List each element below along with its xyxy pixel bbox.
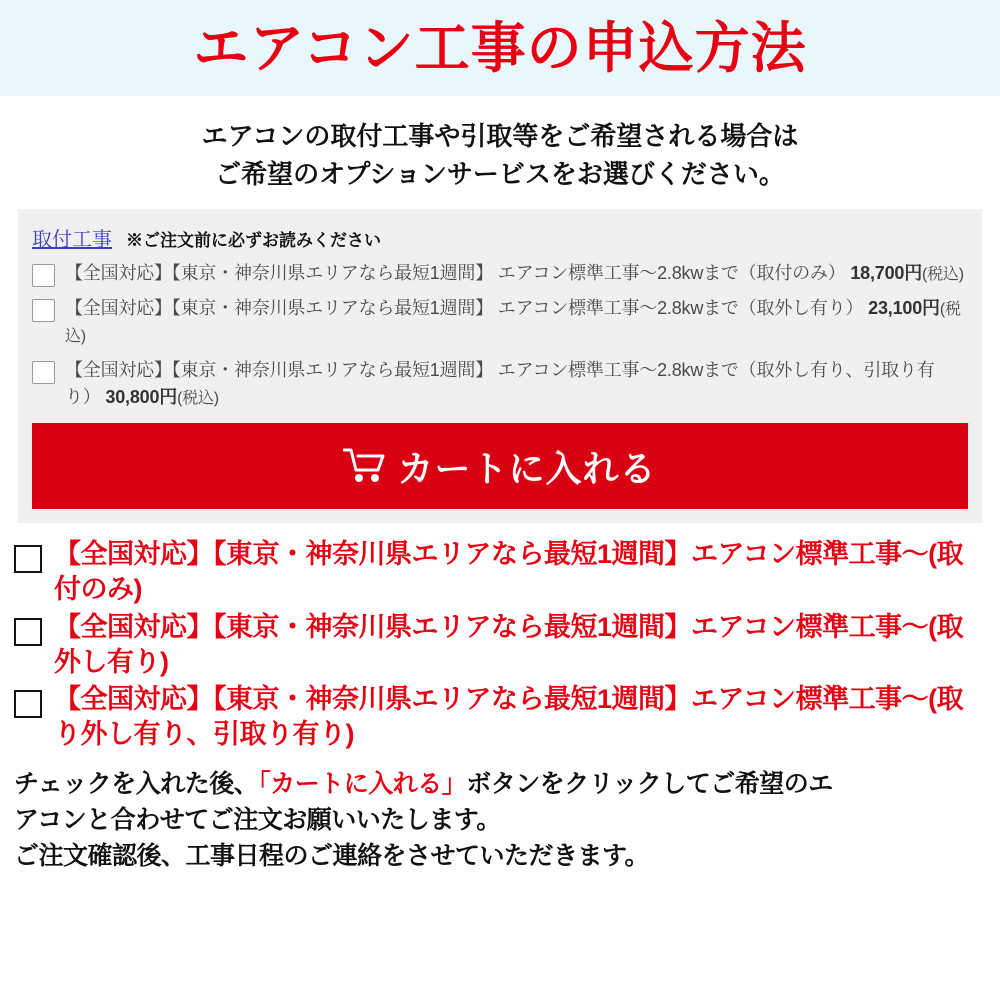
option-row[interactable] xyxy=(32,357,968,411)
shopping-cart-icon xyxy=(343,447,387,485)
option-checkbox[interactable] xyxy=(32,264,55,287)
page-title: エアコン工事の申込方法 xyxy=(193,16,807,79)
option-price: 23,100円 xyxy=(868,298,940,319)
option-text: 【全国対応】【東京・神奈川県エリアなら最短1週間】 エアコン標準工事～2.8kwまで（取外し有り） xyxy=(65,298,864,319)
option-label xyxy=(65,260,964,287)
red-checklist xyxy=(14,537,986,752)
panel-note: ※ご注文前に必ずお読みください xyxy=(126,231,381,251)
panel-bottom-spacer xyxy=(32,509,968,523)
footer-text-part2: ボタンをクリックしてご希望のエ xyxy=(466,769,833,798)
option-tax: (税込) xyxy=(177,390,219,408)
checklist-label: 【全国対応】【東京・神奈川県エリアなら最短1週間】エアコン標準工事～(取外し有り) xyxy=(54,611,964,677)
option-checkbox[interactable] xyxy=(32,361,55,384)
option-label xyxy=(65,295,968,349)
checklist-checkbox-icon[interactable] xyxy=(14,690,42,718)
footer-line-1 xyxy=(14,766,986,802)
footer-line-2: アコンと合わせてご注文お願いいたします。 xyxy=(14,806,501,835)
option-price: 30,800円 xyxy=(105,387,178,408)
option-tax: (税込) xyxy=(922,266,964,284)
lead-text xyxy=(0,118,1000,193)
footer-highlight: 「カートに入れる」 xyxy=(258,769,467,798)
footer-text-part1: チェックを入れた後、 xyxy=(14,769,259,798)
option-label xyxy=(65,357,968,411)
footer-note xyxy=(14,766,986,875)
lead-line-1: エアコンの取付工事や引取等をご希望される場合は xyxy=(201,121,799,151)
footer-line-3: ご注文確認後、工事日程のご連絡をさせていただきます。 xyxy=(14,842,650,871)
header-banner xyxy=(0,0,1000,96)
checklist-item[interactable] xyxy=(14,682,986,752)
checklist-item[interactable] xyxy=(14,610,986,680)
checklist-checkbox-icon[interactable] xyxy=(14,545,42,573)
panel-header xyxy=(32,223,968,252)
lead-line-2: ご希望のオプションサービスをお選びください。 xyxy=(215,158,785,189)
option-panel xyxy=(18,209,982,523)
option-row[interactable] xyxy=(32,295,968,349)
installation-work-link[interactable]: 取付工事 xyxy=(32,229,112,252)
add-to-cart-label: カートに入れる xyxy=(397,447,657,489)
option-price: 18,700円 xyxy=(850,263,922,284)
add-to-cart-button[interactable] xyxy=(32,423,968,509)
option-checkbox[interactable] xyxy=(32,299,55,322)
option-text: 【全国対応】【東京・神奈川県エリアなら最短1週間】 エアコン標準工事～2.8kwまで（取付のみ） xyxy=(65,263,846,284)
option-text: 【全国対応】【東京・神奈川県エリアなら最短1週間】 エアコン標準工事～2.8kwまで（取外し有り、引取り有り） xyxy=(65,360,935,408)
checklist-label: 【全国対応】【東京・神奈川県エリアなら最短1週間】エアコン標準工事～(取り外し有り、引取り有り) xyxy=(54,683,964,749)
option-tax: (税込) xyxy=(65,301,961,346)
checklist-label: 【全国対応】【東京・神奈川県エリアなら最短1週間】エアコン標準工事～(取付のみ) xyxy=(54,539,964,605)
option-row[interactable] xyxy=(32,260,968,287)
checklist-checkbox-icon[interactable] xyxy=(14,618,42,646)
checklist-item[interactable] xyxy=(14,537,986,607)
